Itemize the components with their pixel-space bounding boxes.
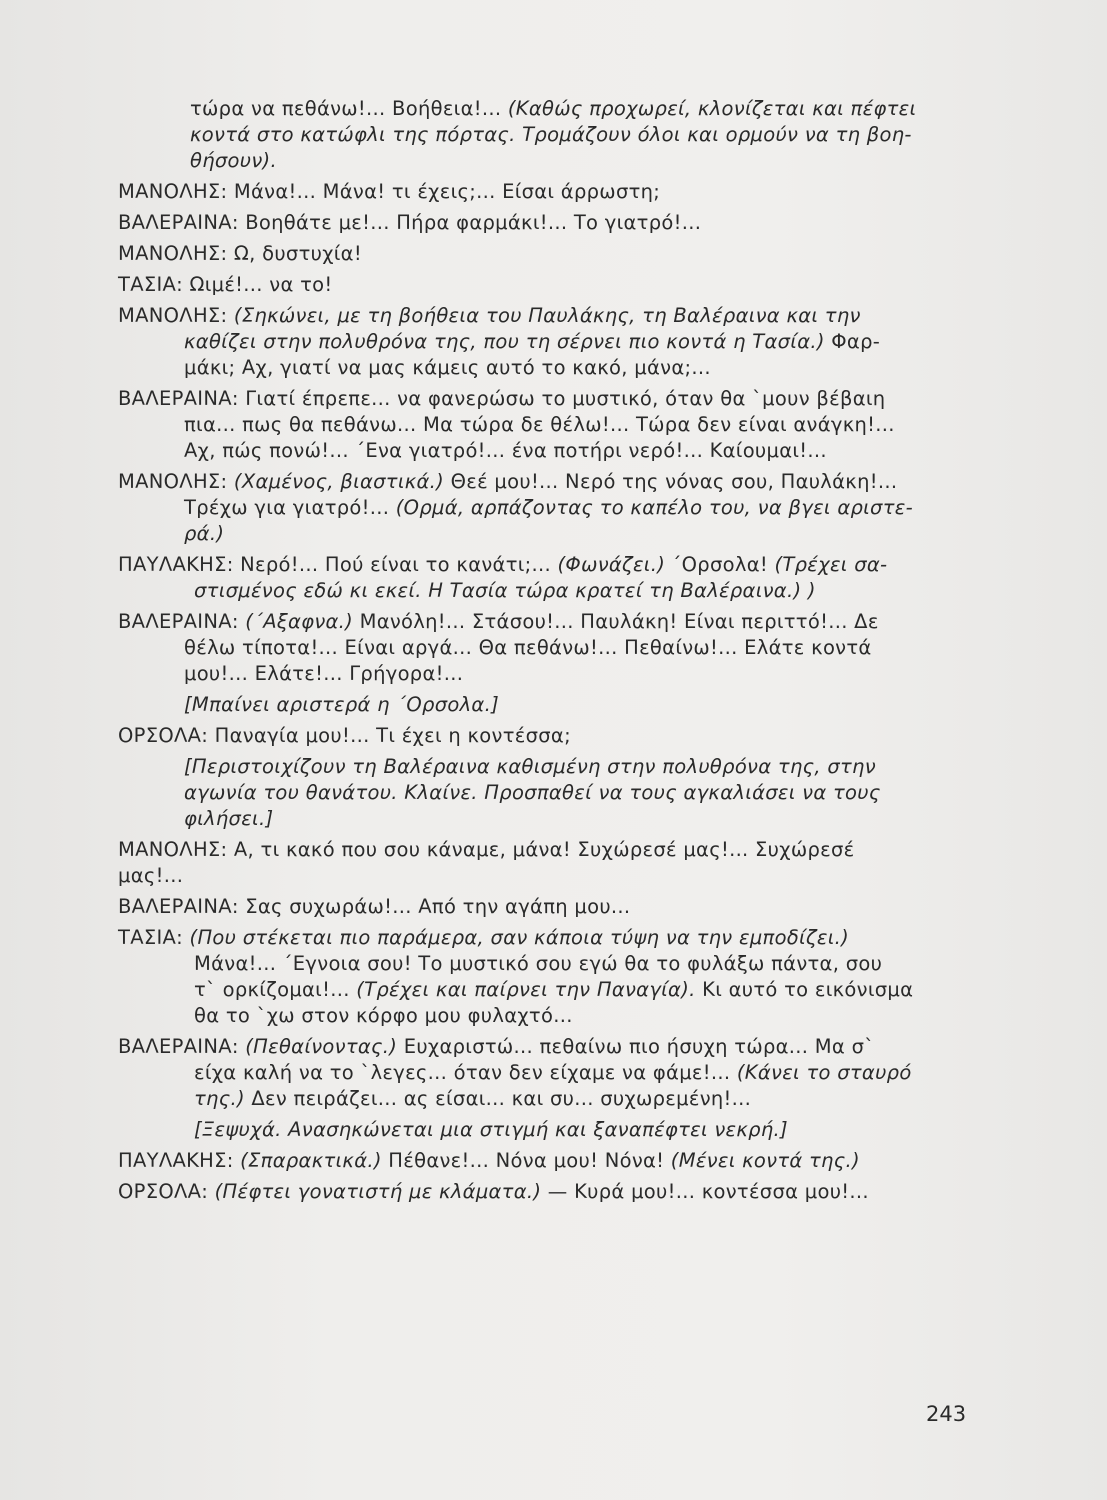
text-line: [118, 303, 978, 329]
text-line: [118, 925, 978, 951]
dialogue-text: Μάνα!... Μάνα! τι έχεις;... Είσαι άρρωστη;: [233, 180, 661, 203]
dialogue-text: θέλω τίποτα!... Είναι αργά... Θα πεθάνω!... Πεθαίνω!... Ελάτε κοντά: [184, 636, 872, 659]
stage-direction: καθίζει στην πολυθρόνα της, που τη σέρνει πιο κοντά η Τασία.): [184, 330, 825, 353]
stage-direction: ρά.): [184, 522, 225, 545]
stage-direction: της.): [194, 1087, 245, 1110]
dialogue-text: Βοηθάτε με!... Πήρα φαρμάκι!... Το γιατρό!...: [245, 211, 702, 234]
text-line: [118, 661, 978, 687]
stage-direction: στισμένος εδώ κι εκεί. Η Τασία τώρα κρατεί τη Βαλέραινα.) ): [194, 579, 816, 602]
dialogue-text: τ` ορκίζομαι!...: [194, 978, 357, 1001]
text-line: [118, 552, 978, 578]
stage-direction: θήσουν).: [190, 149, 277, 172]
dialogue-text: Α, τι κακό που σου κάναμε, μάνα! Συχώρεσέ μας!... Συχώρεσέ: [233, 838, 855, 861]
stage-direction: (Σπαρακτικά.): [240, 1149, 382, 1172]
dialogue-text: πια... πως θα πεθάνω... Μα τώρα δε θέλω!... Τώρα δεν είναι ανάγκη!...: [184, 413, 895, 436]
speaker-name: ΜΑΝΟΛΗΣ:: [118, 180, 234, 203]
dialogue-text: Πέθανε!... Νόνα μου! Νόνα!: [381, 1149, 671, 1172]
text-line: [118, 1003, 978, 1029]
text-line: [118, 1086, 978, 1112]
text-line: [118, 863, 978, 889]
stage-direction: (Μένει κοντά της.): [670, 1149, 860, 1172]
dialogue-text: — Κυρά μου!... κοντέσσα μου!...: [541, 1180, 869, 1203]
text-line: [118, 386, 978, 412]
text-line: [118, 412, 978, 438]
dialogue-text: Τρέχω για γιατρό!...: [184, 496, 396, 519]
speaker-name: ΠΑΥΛΑΚΗΣ:: [118, 553, 241, 576]
stage-direction: (Πεθαίνοντας.): [245, 1035, 398, 1058]
text-line: [118, 1117, 978, 1143]
stage-direction: κοντά στο κατώφλι της πόρτας. Τρομάζουν όλοι και ορμούν να τη βοη-: [190, 123, 912, 146]
speaker-name: ΜΑΝΟΛΗΣ:: [118, 838, 234, 861]
text-line: [118, 329, 978, 355]
text-line: [118, 754, 978, 780]
stage-direction: (Ορμά, αρπάζοντας το καπέλο του, να βγει αριστε-: [395, 496, 913, 519]
dialogue-text: Ευχαριστώ... πεθαίνω πιο ήσυχη τώρα... Μα σ`: [397, 1035, 875, 1058]
text-line: [118, 96, 978, 122]
text-line: [118, 241, 978, 267]
text-line: [118, 355, 978, 381]
text-line: [118, 806, 978, 832]
text-line: [118, 272, 978, 298]
dialogue-text: Δεν πειράζει... ας είσαι... και συ... συχωρεμένη!...: [244, 1087, 752, 1110]
text-line: [118, 951, 978, 977]
stage-direction: φιλήσει.]: [184, 807, 274, 830]
speaker-name: ΜΑΝΟΛΗΣ:: [118, 470, 234, 493]
dialogue-text: Αχ, πώς πονώ!... ΄Ενα γιατρό!... ένα ποτήρι νερό!... Καίουμαι!...: [184, 439, 827, 462]
dialogue-text: Γιατί έπρεπε... να φανερώσω το μυστικό, όταν θα `μουν βέβαιη: [245, 387, 886, 410]
speaker-name: ΒΑΛΕΡΑΙΝΑ:: [118, 211, 246, 234]
text-line: [118, 723, 978, 749]
stage-direction: αγωνία του θανάτου. Κλαίνε. Προσπαθεί να τους αγκαλιάσει να τους: [184, 781, 881, 804]
text-line: [118, 578, 978, 604]
stage-direction: (Σηκώνει, με τη βοήθεια του Παυλάκης, τη Βαλέραινα και την: [233, 304, 861, 327]
text-line: [118, 1034, 978, 1060]
stage-direction: (Τρέχει και παίρνει την Παναγία).: [356, 978, 696, 1001]
speaker-name: ΟΡΣΟΛΑ:: [118, 1180, 215, 1203]
text-line: [118, 438, 978, 464]
text-line: [118, 122, 978, 148]
speaker-name: ΠΑΥΛΑΚΗΣ:: [118, 1149, 241, 1172]
text-line: [118, 692, 978, 718]
dialogue-text: μας!...: [118, 864, 184, 887]
play-text: [118, 96, 978, 1205]
text-line: [118, 495, 978, 521]
dialogue-text: Σας συχωράω!... Από την αγάπη μου...: [245, 895, 631, 918]
text-line: [118, 521, 978, 547]
stage-direction: (Κάνει το σταυρό: [736, 1061, 912, 1084]
text-line: [118, 837, 978, 863]
dialogue-text: Μάνα!... ΄Εγνοια σου! Το μυστικό σου εγώ θα το φυλάξω πάντα, σου: [194, 952, 883, 975]
speaker-name: ΒΑΛΕΡΑΙΝΑ:: [118, 387, 246, 410]
dialogue-text: είχα καλή να το `λεγες... όταν δεν είχαμε να φάμε!...: [194, 1061, 737, 1084]
stage-direction: (Πέφτει γονατιστή με κλάματα.): [214, 1180, 542, 1203]
speaker-name: ΤΑΣΙΑ:: [118, 273, 190, 296]
page-number: 243: [926, 1402, 967, 1426]
speaker-name: ΟΡΣΟΛΑ:: [118, 724, 215, 747]
text-line: [118, 1148, 978, 1174]
dialogue-text: Θεέ μου!... Νερό της νόνας σου, Παυλάκη!...: [444, 470, 898, 493]
text-line: [118, 977, 978, 1003]
dialogue-text: θα το `χω στον κόρφο μου φυλαχτό...: [194, 1004, 573, 1027]
stage-direction: [Περιστοιχίζουν τη Βαλέραινα καθισμένη στην πολυθρόνα της, στην: [184, 755, 876, 778]
stage-direction: (Φωνάζει.): [557, 553, 666, 576]
speaker-name: ΜΑΝΟΛΗΣ:: [118, 304, 234, 327]
stage-direction: [Ξεψυχά. Ανασηκώνεται μια στιγμή και ξαναπέφτει νεκρή.]: [194, 1118, 788, 1141]
speaker-name: ΒΑΛΕΡΑΙΝΑ:: [118, 1035, 246, 1058]
text-line: [118, 1060, 978, 1086]
stage-direction: (Τρέχει σα-: [774, 553, 888, 576]
text-line: [118, 894, 978, 920]
stage-direction: (Χαμένος, βιαστικά.): [233, 470, 445, 493]
dialogue-text: Κι αυτό το εικόνισμα: [695, 978, 914, 1001]
speaker-name: ΒΑΛΕΡΑΙΝΑ:: [118, 610, 246, 633]
stage-direction: (Που στέκεται πιο παράμερα, σαν κάποια τύψη να την εμποδίζει.): [189, 926, 849, 949]
dialogue-text: Παναγία μου!... Τι έχει η κοντέσσα;: [214, 724, 571, 747]
dialogue-text: Μανόλη!... Στάσου!... Παυλάκη! Είναι περιττό!... Δε: [353, 610, 879, 633]
text-line: [118, 469, 978, 495]
stage-direction: [Μπαίνει αριστερά η ΄Ορσολα.]: [184, 693, 499, 716]
text-line: [118, 148, 978, 174]
dialogue-text: μου!... Ελάτε!... Γρήγορα!...: [184, 662, 464, 685]
stage-direction: (Καθώς προχωρεί, κλονίζεται και πέφτει: [507, 97, 917, 120]
dialogue-text: ΄Ορσολα!: [665, 553, 775, 576]
text-line: [118, 179, 978, 205]
dialogue-text: μάκι; Αχ, γιατί να μας κάμεις αυτό το κακό, μάνα;...: [184, 356, 711, 379]
stage-direction: (΄Αξαφνα.): [245, 610, 354, 633]
text-line: [118, 780, 978, 806]
speaker-name: ΒΑΛΕΡΑΙΝΑ:: [118, 895, 246, 918]
dialogue-text: τώρα να πεθάνω!... Βοήθεια!...: [190, 97, 508, 120]
dialogue-text: Νερό!... Πού είναι το κανάτι;...: [240, 553, 558, 576]
text-line: [118, 635, 978, 661]
speaker-name: ΤΑΣΙΑ:: [118, 926, 190, 949]
text-line: [118, 210, 978, 236]
dialogue-text: Ω, δυστυχία!: [233, 242, 362, 265]
text-line: [118, 1179, 978, 1205]
dialogue-text: Ωιμέ!... να το!: [189, 273, 333, 296]
dialogue-text: Φαρ-: [824, 330, 881, 353]
speaker-name: ΜΑΝΟΛΗΣ:: [118, 242, 234, 265]
text-line: [118, 609, 978, 635]
